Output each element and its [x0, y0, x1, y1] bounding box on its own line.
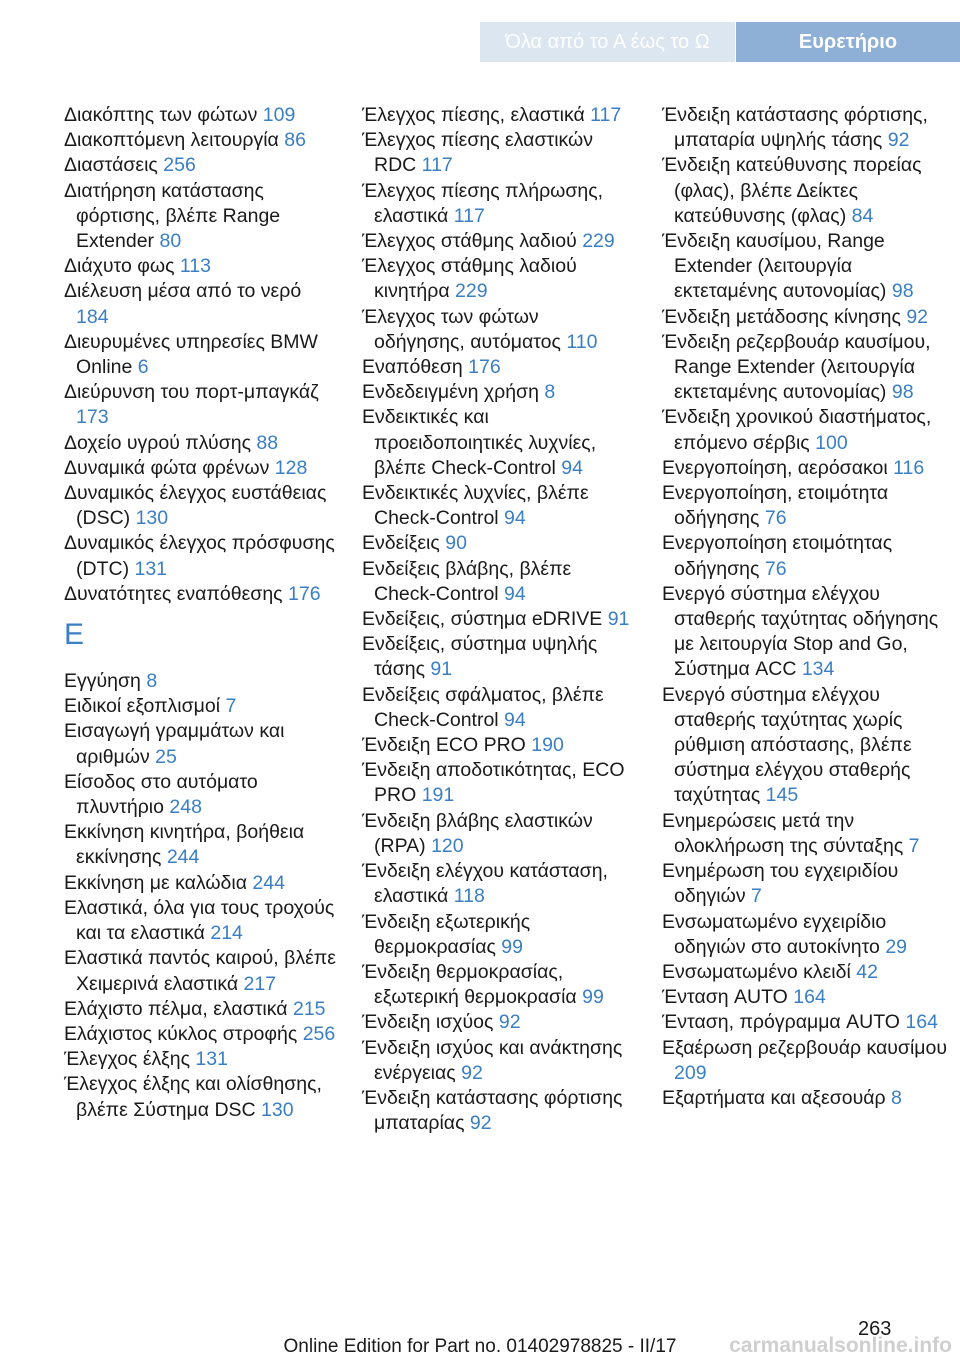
page-link[interactable]: 164 — [905, 1011, 938, 1034]
page-link[interactable]: 117 — [453, 204, 485, 227]
index-entry — [662, 481, 952, 531]
page-link[interactable]: 117 — [421, 154, 453, 177]
page-link[interactable]: 110 — [566, 330, 598, 353]
page-link[interactable]: 131 — [134, 557, 168, 580]
index-entry — [662, 1010, 952, 1035]
page-link[interactable]: 113 — [179, 255, 211, 278]
index-entry-text: Εισαγωγή γραμμάτων και αριθμών — [64, 720, 285, 768]
index-entry-text: Δυναμικός έλεγχος ευστάθειας (DSC) — [64, 482, 327, 530]
index-entry — [662, 1086, 952, 1111]
page-link[interactable]: 94 — [504, 507, 526, 530]
page-link[interactable]: 130 — [261, 1098, 294, 1121]
index-entry — [662, 456, 952, 481]
index-entry — [64, 179, 336, 255]
page-link[interactable]: 130 — [135, 507, 169, 530]
index-group-epsilon-3 — [662, 103, 952, 1111]
page-link[interactable]: 92 — [906, 305, 929, 328]
page-link[interactable]: 92 — [887, 129, 910, 152]
index-entry-text: Ένταση AUTO — [662, 986, 794, 1009]
page-link[interactable]: 184 — [76, 305, 109, 328]
index-entry — [362, 733, 634, 758]
page-link[interactable]: 8 — [891, 1086, 902, 1109]
page-link[interactable]: 6 — [137, 356, 149, 379]
page-link[interactable]: 116 — [893, 456, 925, 479]
index-entry-text: Ενδείξεις — [362, 532, 446, 555]
page-link[interactable]: 256 — [302, 1022, 336, 1045]
index-entry — [362, 683, 634, 733]
index-entry — [362, 229, 634, 254]
index-entry-text: Ένδειξη κατεύθυνσης πορείας (φλας), βλέπε Δείκτες κατεύθυνσης (φλας) — [662, 154, 922, 227]
index-entry-text: Ένδειξη ελέγχου κατάσταση, ελαστικά — [362, 860, 608, 908]
index-entry — [64, 770, 336, 820]
index-entry-text: Έλεγχος έλξης — [64, 1048, 196, 1071]
index-entry — [662, 103, 952, 153]
index-entry-text: Ενεργοποίηση, ετοιμότητα οδήγησης — [662, 482, 889, 530]
index-entry — [662, 582, 952, 683]
index-column-3 — [662, 103, 952, 1111]
index-entry — [64, 997, 336, 1022]
index-entry-text: Ένδειξη κατάστασης φόρτισης μπαταρίας — [362, 1086, 623, 1135]
page-link[interactable]: 164 — [793, 986, 826, 1009]
index-entry — [362, 1036, 634, 1086]
page-link[interactable]: 100 — [815, 431, 848, 454]
index-entry-text: Ενεργό σύστημα ελέγχου σταθερής ταχύτητας χωρίς ρύθμιση απόστασης, βλέπε σύστημα ελέγχου σταθερής ταχύτητας — [662, 683, 912, 807]
page-link[interactable]: 91 — [430, 658, 453, 681]
index-entry-text: Δοχείο υγρού πλύσης — [64, 431, 257, 454]
index-entry-text: Εναπόθεση — [362, 356, 469, 379]
page-link[interactable]: 7 — [908, 834, 920, 857]
index-entry-text: Δυνατότητες εναπόθεσης — [64, 582, 288, 605]
index-entry-text: Ένδειξη ισχύος και ανάκτησης ενέργειας — [362, 1036, 623, 1084]
index-entry — [662, 330, 952, 406]
index-entry — [64, 896, 336, 946]
index-entry — [64, 871, 336, 896]
index-entry — [362, 254, 634, 304]
index-entry-text: Ενδείξεις, σύστημα υψηλής τάσης — [362, 633, 598, 681]
page-link[interactable]: 99 — [501, 935, 523, 958]
index-entry — [362, 557, 634, 607]
index-entry — [64, 153, 336, 178]
page-link[interactable]: 94 — [504, 582, 526, 605]
index-entry — [64, 946, 336, 996]
page-link[interactable]: 256 — [163, 154, 196, 177]
page-link[interactable]: 120 — [431, 834, 464, 857]
page-link[interactable]: 229 — [455, 280, 488, 303]
page-link[interactable]: 176 — [288, 582, 321, 605]
index-entry-text: Ένδειξη χρονικού διαστήματος, επόμενο σέρβις — [662, 406, 932, 454]
index-entry — [362, 607, 634, 632]
edition-footer: Online Edition for Part no. 01402978825 - II/17 — [283, 1336, 677, 1357]
page-link[interactable]: 7 — [225, 695, 237, 718]
index-entry-text: Ενσωματωμένο εγχειρίδιο οδηγιών στο αυτοκίνητο — [662, 910, 887, 958]
index-entry-text: Ελαστικά, όλα για τους τροχούς και τα ελαστικά — [64, 896, 335, 945]
index-entry — [64, 481, 336, 531]
index-entry — [64, 719, 336, 769]
index-entry-text: Ελάχιστος κύκλος στροφής — [64, 1022, 303, 1045]
page-link[interactable]: 173 — [76, 406, 109, 429]
index-entry-text: Ένδειξη αποδοτικότητας, ECO PRO — [362, 759, 625, 807]
page-link[interactable]: 109 — [262, 104, 296, 126]
page-link[interactable]: 29 — [885, 935, 908, 958]
page-link[interactable]: 214 — [210, 922, 243, 945]
index-entry — [64, 531, 336, 581]
index-entry — [64, 1072, 336, 1122]
page-link[interactable]: 8 — [544, 381, 556, 404]
index-entry-text: Ένδειξη εξωτερικής θερμοκρασίας — [362, 910, 531, 958]
page-link[interactable]: 128 — [274, 456, 308, 479]
index-entry — [64, 694, 336, 719]
index-entry-text: Δυναμικά φώτα φρένων — [64, 456, 275, 479]
page-link[interactable]: 92 — [461, 1061, 483, 1084]
index-entry-text: Ένδειξη ρεζερβουάρ καυσίμου, Range Extender (λειτουργία εκτεταμένης αυτονομίας) — [662, 330, 931, 404]
index-entry-text: Έλεγχος πίεσης πλήρωσης, ελαστικά — [362, 179, 604, 227]
index-entry-text: Ενεργοποίηση ετοιμότητας οδήγησης — [662, 532, 893, 580]
index-entry — [64, 330, 336, 380]
page-link[interactable]: 94 — [504, 708, 526, 731]
page-link[interactable]: 92 — [498, 1011, 521, 1034]
index-entry-text: Ενδεικτικές λυχνίες, βλέπε Check-Control — [362, 482, 589, 530]
index-entry — [64, 1047, 336, 1072]
index-entry-text: Εξαρτήματα και αξεσουάρ — [662, 1086, 892, 1109]
page-link[interactable]: 84 — [851, 204, 874, 227]
index-entry-text: Ενημερώσεις μετά την ολοκλήρωση της σύνταξης — [662, 809, 909, 857]
index-entry — [362, 405, 634, 481]
index-group-epsilon-2 — [362, 103, 634, 1136]
page-link[interactable]: 131 — [195, 1048, 228, 1071]
page-link[interactable]: 91 — [607, 608, 630, 631]
index-entry-text: Ενδεδειγμένη χρήση — [362, 381, 545, 404]
page-link[interactable]: 118 — [453, 885, 485, 908]
index-entry — [64, 380, 336, 430]
index-entry — [64, 820, 336, 870]
page-header — [0, 22, 960, 62]
index-entry-text: Διευρυμένες υπηρεσίες BMW Online — [64, 330, 318, 379]
index-column-1 — [64, 103, 336, 1123]
index-entry — [362, 531, 634, 556]
page-link[interactable]: 90 — [445, 532, 467, 555]
index-entry — [662, 859, 952, 909]
index-entry-text: Έλεγχος στάθμης λαδιού — [362, 230, 583, 253]
index-entry-text: Έλεγχος πίεσης ελαστικών RDC — [362, 129, 594, 177]
index-entry-text: Ελάχιστο πέλμα, ελαστικά — [64, 997, 293, 1020]
page-link[interactable]: 217 — [243, 972, 277, 995]
index-entry-text: Ενδείξεις σφάλματος, βλέπε Check-Control — [362, 683, 604, 731]
index-entry-text: Εκκίνηση με καλώδια — [64, 871, 253, 894]
watermark-text: carmanualsonline.info — [729, 1334, 952, 1357]
index-entry — [362, 809, 634, 859]
index-entry — [362, 355, 634, 380]
index-entry — [662, 683, 952, 809]
index-entry-text: Έλεγχος έλξης και ολίσθησης, βλέπε Σύστημα DSC — [64, 1073, 322, 1121]
page-link[interactable]: 176 — [468, 356, 501, 379]
index-entry — [64, 669, 336, 694]
index-entry-text: Ένδειξη καυσίμου, Range Extender (λειτουργία εκτεταμένης αυτονομίας) — [662, 230, 892, 303]
index-entry-text: Διέλευση μέσα από το νερό — [64, 280, 302, 303]
index-entry-text: Διακόπτης των φώτων — [64, 104, 263, 126]
page-link[interactable]: 117 — [590, 104, 622, 126]
index-entry-text: Ενσωματωμένο κλειδί — [662, 960, 857, 983]
index-entry-text: Εγγύηση — [64, 670, 147, 693]
index-entry — [362, 481, 634, 531]
index-entry — [64, 103, 336, 128]
index-entry — [662, 809, 952, 859]
index-entry — [362, 859, 634, 909]
page-link[interactable]: 98 — [891, 280, 914, 303]
index-entry-text: Έλεγχος στάθμης λαδιού κινητήρα — [362, 255, 577, 303]
index-entry-text: Ένδειξη ισχύος — [362, 1011, 499, 1034]
index-entry-text: Ειδικοί εξοπλισμοί — [64, 695, 226, 718]
index-entry-text: Είσοδος στο αυτόματο πλυντήριο — [64, 770, 258, 819]
index-entry — [362, 960, 634, 1010]
index-entry-text: Δυναμικός έλεγχος πρόσφυσης (DTC) — [64, 532, 335, 580]
page-link[interactable]: 88 — [256, 431, 279, 454]
index-entry — [662, 531, 952, 581]
index-group-epsilon — [64, 669, 336, 1123]
index-entry-text: Ένδειξη ECO PRO — [362, 734, 532, 757]
index-entry-text: Ενεργοποίηση, αερόσακοι — [662, 456, 894, 479]
section-title: Όλα από το Α έως το Ω — [480, 22, 735, 62]
page-number: 263 — [858, 1318, 892, 1340]
index-entry — [662, 405, 952, 455]
page-link[interactable]: 98 — [891, 381, 914, 404]
page-link[interactable]: 145 — [765, 784, 799, 807]
page-link[interactable]: 209 — [674, 1061, 707, 1084]
page-link[interactable]: 94 — [561, 456, 583, 479]
index-entry — [362, 1086, 634, 1136]
index-entry-text: Ενεργό σύστημα ελέγχου σταθερής ταχύτητας οδήγησης με λειτουργία Stop and Go, Σύστημα ACC — [662, 582, 939, 681]
index-entry-text: Εξαέρωση ρεζερβουάρ καυσίμου — [662, 1036, 948, 1059]
index-entry — [362, 1010, 634, 1035]
page-link[interactable]: 215 — [292, 997, 326, 1020]
index-entry-text: Ελαστικά παντός καιρού, βλέπε Χειμερινά ελαστικά — [64, 947, 336, 995]
index-entry — [64, 254, 336, 279]
index-entry-text: Έλεγχος πίεσης, ελαστικά — [362, 104, 591, 126]
index-entry — [662, 305, 952, 330]
page-link[interactable]: 229 — [582, 230, 615, 253]
index-letter-heading: E — [64, 618, 85, 652]
index-entry — [362, 179, 634, 229]
page-link[interactable]: 7 — [751, 885, 762, 908]
index-entry-text: Ενδείξεις βλάβης, βλέπε Check-Control — [362, 557, 572, 605]
page-link[interactable]: 244 — [166, 846, 200, 869]
page-link[interactable]: 76 — [764, 507, 787, 530]
page-link[interactable]: 248 — [169, 796, 202, 819]
index-entry-text: Διάχυτο φως — [64, 255, 180, 278]
index-entry — [64, 582, 336, 607]
index-entry-text: Ένδειξη θερμοκρασίας, εξωτερική θερμοκρασία — [362, 960, 583, 1009]
index-entry-text: Ενδείξεις, σύστημα eDRIVE — [362, 608, 608, 631]
index-entry-text: Εκκίνηση κινητήρα, βοήθεια εκκίνησης — [64, 821, 305, 869]
page-link[interactable]: 76 — [764, 557, 787, 580]
page-link[interactable]: 244 — [252, 871, 285, 894]
index-entry-text: Ένδειξη βλάβης ελαστικών (RPA) — [362, 809, 593, 857]
index-entry — [64, 128, 336, 153]
index-entry-text: Διακοπτόμενη λειτουργία — [64, 129, 285, 152]
index-entry-text: Ένδειξη κατάστασης φόρτισης, μπαταρία υψηλής τάσης — [662, 104, 928, 152]
page-link[interactable]: 25 — [155, 745, 177, 768]
index-column-2 — [362, 103, 634, 1136]
page-link[interactable]: 99 — [582, 986, 604, 1009]
index-entry-text: Έλεγχος των φώτων οδήγησης, αυτόματος — [362, 305, 567, 353]
index-entry — [362, 758, 634, 808]
index-entry — [362, 103, 634, 128]
index-entry — [662, 1036, 952, 1086]
index-entry — [362, 632, 634, 682]
index-entry-text: Ένταση, πρόγραμμα AUTO — [662, 1011, 906, 1034]
page-link[interactable]: 80 — [159, 230, 182, 253]
index-entry — [662, 910, 952, 960]
index-entry-text: Ενδεικτικές και προειδοποιητικές λυχνίες, βλέπε Check-Control — [362, 406, 597, 479]
index-entry-text: Διαστάσεις — [64, 154, 164, 177]
page-link[interactable]: 190 — [531, 734, 564, 757]
index-entry — [362, 380, 634, 405]
index-entry-text: Ενημέρωση του εγχειριδίου οδηγιών — [662, 860, 899, 908]
index-tab[interactable]: Ευρετήριο — [736, 22, 960, 62]
index-entry — [362, 305, 634, 355]
page-link[interactable]: 8 — [146, 670, 158, 693]
page-link[interactable]: 191 — [421, 784, 455, 807]
index-entry — [662, 960, 952, 985]
index-entry-text: Διατήρηση κατάστασης φόρτισης, βλέπε Range Extender — [64, 179, 281, 253]
page-link[interactable]: 42 — [856, 960, 878, 983]
index-entry — [362, 128, 634, 178]
index-entry — [662, 153, 952, 229]
page-link[interactable]: 86 — [284, 129, 306, 152]
index-group-delta — [64, 103, 336, 607]
index-entry — [362, 910, 634, 960]
page-link[interactable]: 134 — [801, 658, 835, 681]
index-entry — [64, 279, 336, 329]
page-link[interactable]: 92 — [469, 1112, 492, 1135]
index-entry — [64, 1022, 336, 1047]
index-entry — [662, 985, 952, 1010]
index-entry — [64, 456, 336, 481]
index-entry — [662, 229, 952, 305]
index-entry — [64, 431, 336, 456]
index-entry-text: Διεύρυνση του πορτ-μπαγκάζ — [64, 381, 319, 404]
index-entry-text: Ένδειξη μετάδοσης κίνησης — [662, 305, 907, 328]
